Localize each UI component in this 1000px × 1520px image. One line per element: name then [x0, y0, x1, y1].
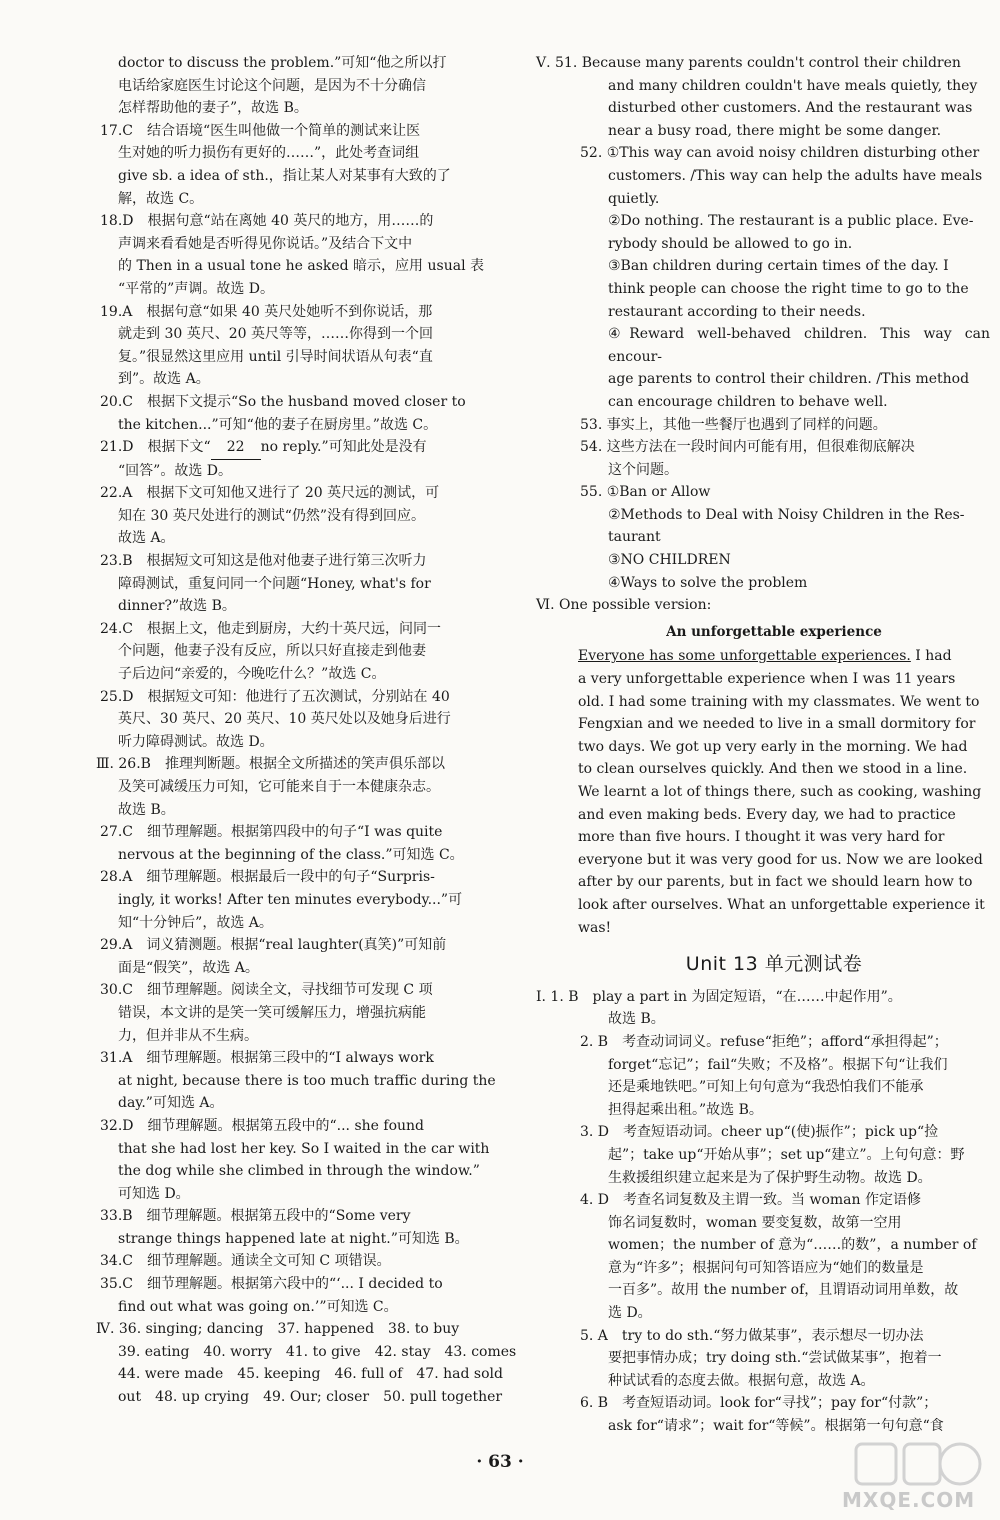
answer-line: quietly.	[608, 190, 660, 207]
answer-line: 34.C 细节理解题。通读全文可知 C 项错误。	[100, 1253, 391, 1270]
answer-line: customers. /This way can help the adults have meals	[608, 167, 983, 184]
answer-line: 35.C 细节理解题。根据第六段中的“‘... I decided to	[100, 1276, 443, 1293]
answer-line: 知在 30 英尺处进行的测试“仍然”没有得到回应。	[118, 507, 426, 524]
answer-line: 复。”很显然这里应用 until 引导时间状语从句表“直	[118, 348, 433, 365]
answer-line: ②Do nothing. The restaurant is a public place. Eve-	[608, 213, 974, 230]
answer-line: ③NO CHILDREN	[608, 552, 731, 569]
essay-line	[578, 645, 990, 668]
answer-text: no reply.”可知此处是没有	[260, 439, 427, 456]
essay-line: was!	[578, 919, 612, 936]
answer-line: that she had lost her key. So I waited in the car with	[118, 1140, 490, 1157]
answer-line: dinner?”故选 B。	[118, 598, 236, 615]
answer-line: 30.C 细节理解题。阅读全文，寻找细节可发现 C 项	[100, 982, 433, 999]
answer-line: 28.A 细节理解题。根据最后一段中的句子“Surpris-	[100, 869, 435, 886]
answer-line: ③Ban children during certain times of the day. I	[608, 258, 949, 275]
answer-line: 怎样帮助他的妻子”，故选 B。	[118, 100, 308, 117]
answer-line: 到”。故选 A。	[118, 371, 210, 388]
answer-line: nervous at the beginning of the class.”可知选 C。	[118, 846, 464, 863]
answer-line: 担得起乘出租。”故选 B。	[608, 1101, 763, 1118]
answer-line: Ⅴ. 51. Because many parents couldn't control their children	[536, 55, 961, 71]
answer-line: 起”；take up“开始从事”；set up“建立”。上句句意：野	[608, 1146, 965, 1163]
answer-line: 电话给家庭医生讨论这个问题，是因为不十分确信	[118, 77, 426, 94]
answer-line: Ⅲ. 26.B 推理判断题。根据全文所描述的笑声俱乐部以	[96, 756, 445, 773]
answer-line: 5. A try to do sth.“努力做某事”，表示想尽一切办法	[580, 1327, 924, 1344]
answer-line: strange things happened late at night.”可知选 B。	[118, 1230, 469, 1247]
answer-line: out 48. up crying 49. Our; closer 50. pull together	[118, 1389, 503, 1406]
page-number: · 63 ·	[476, 1452, 524, 1472]
answer-line	[100, 436, 520, 460]
answer-line: 19.A 根据句意“如果 40 英尺处她听不到你说话，那	[100, 303, 433, 320]
answer-line: Ⅳ. 36. singing; dancing 37. happened 38. to buy	[96, 1321, 460, 1338]
answer-line: 种试试看的态度去做。根据句意，故选 A。	[608, 1372, 875, 1389]
answer-line: 听力障碍测试。故选 D。	[118, 733, 274, 750]
answer-line: 20.C 根据下文提示“So the husband moved closer to	[100, 393, 466, 410]
answer-line: 2. B 考查动词词义。refuse“拒绝”；afford“承担得起”；	[580, 1033, 948, 1050]
unit-title: Unit 13 单元测试卷	[685, 953, 863, 976]
answer-line: ②Methods to Deal with Noisy Children in the Res-	[608, 506, 965, 523]
answer-text: 21.D 根据下文“	[100, 439, 211, 456]
essay-line: look after ourselves. What an unforgettable experience it	[578, 896, 985, 913]
answer-line: 声调来看看她是否听得见你说话。”及结合下文中	[118, 235, 413, 252]
answer-line: “回答”。故选 D。	[118, 462, 232, 479]
answer-line: taurant	[608, 529, 661, 546]
answer-line: 个问题，他妻子没有反应，所以只好直接走到他妻	[118, 643, 426, 660]
answer-line: 生救援组织建立起来是为了保护野生动物。故选 D。	[608, 1169, 932, 1186]
answer-line: think people can choose the right time to go to the	[608, 280, 969, 297]
essay-line: more than five hours. I thought it was very hard for	[578, 829, 945, 846]
answer-line: 可知选 D。	[118, 1185, 190, 1202]
answer-line: 39. eating 40. worry 41. to give 42. stay 43. comes	[118, 1343, 517, 1360]
answer-line: 英尺、30 英尺、20 英尺、10 英尺处以及她身后进行	[118, 711, 451, 728]
essay-text: I had	[910, 648, 952, 665]
answer-line: 29.A 词义猜测题。根据“real laughter(真笑)”可知前	[100, 937, 447, 954]
answer-line: 32.D 细节理解题。根据第五段中的“... she found	[100, 1117, 424, 1134]
answer-line: 选 D。	[608, 1305, 652, 1322]
answer-line: disturbed other customers. And the restaurant was	[608, 100, 973, 117]
left-column	[96, 52, 520, 1409]
answer-line: 18.D 根据句意“站在离她 40 英尺的地方，用……的	[100, 213, 434, 230]
essay-line: old. I had some training with my classmates. We went to	[578, 693, 980, 710]
answer-line: 解，故选 C。	[118, 190, 204, 207]
essay-title: An unforgettable experience	[666, 623, 882, 640]
answer-line: 22.A 根据下文可知他又进行了 20 英尺远的测试，可	[100, 485, 440, 502]
essay-line: and even making beds. Every day, we had to practice	[578, 806, 956, 823]
answer-line: 错误，本文讲的是笑一笑可缓解压力，增强抗病能	[118, 1004, 426, 1021]
essay-line: a very unforgettable experience when I was 11 years	[578, 671, 956, 688]
answer-line: 55. ①Ban or Allow	[580, 484, 711, 501]
answer-line: 故选 A。	[118, 530, 175, 547]
essay-line: to clean ourselves quickly. And then we stood in a line.	[578, 761, 968, 778]
answer-line: 障碍测试，重复问同一个问题“Honey, what's for	[118, 575, 431, 592]
answer-line: 就走到 30 英尺、20 英尺等等，……你得到一个回	[118, 326, 433, 343]
answer-line: ④Ways to solve the problem	[608, 574, 808, 591]
answer-line: 24.C 根据上文，他走到厨房，大约十英尺远，问同一	[100, 620, 441, 637]
answers-section-v-vi	[536, 52, 990, 617]
answer-line: can encourage children to behave well.	[608, 393, 888, 410]
essay-line: everyone but it was very good for us. Now we are looked	[578, 851, 983, 868]
answer-line: 33.B 细节理解题。根据第五段中的“Some very	[100, 1208, 411, 1225]
answer-line: 31.A 细节理解题。根据第三段中的“I always work	[100, 1050, 434, 1067]
answer-line: forget“忘记”；fail“失败；不及格”。根据下句“让我们	[608, 1056, 948, 1073]
essay-line: We learnt a lot of things there, such as cooking, washing	[578, 784, 982, 800]
answer-line: ④Reward well-behaved children. This way can encour-	[608, 326, 990, 365]
answer-line: near a busy road, there might be some danger.	[608, 122, 942, 139]
answer-line: 饰名词复数时，woman 要变复数，故第一空用	[608, 1214, 902, 1231]
answer-line: rybody should be allowed to go in.	[608, 235, 853, 252]
answer-line: ingly, it works! After ten minutes everybody...”可	[118, 891, 463, 908]
answer-line: doctor to discuss the problem.”可知“他之所以打	[118, 55, 447, 71]
answer-line: 知“十分钟后”，故选 A。	[118, 914, 273, 931]
answer-line: 53. 事实上，其他一些餐厅也遇到了同样的问题。	[580, 416, 887, 433]
answer-line: ask for“请求”；wait for“等候”。根据第一句句意“食	[608, 1418, 944, 1435]
answer-line: 这个问题。	[608, 461, 678, 478]
essay	[558, 645, 990, 939]
answer-line: “平常的”声调。故选 D。	[118, 280, 274, 297]
right-column	[536, 52, 990, 1438]
answer-line: day.”可知选 A。	[118, 1095, 224, 1112]
answer-line: women；the number of 意为“……的数”，a number of	[608, 1237, 977, 1254]
blank-number: 22	[211, 436, 261, 460]
answer-line: 23.B 根据短文可知这是他对他妻子进行第三次听力	[100, 553, 427, 570]
answer-line: 52. ①This way can avoid noisy children disturbing other	[580, 145, 980, 162]
essay-line: Fengxian and we needed to live in a small dormitory for	[578, 716, 976, 733]
answer-line: 54. 这些方法在一段时间内可能有用，但很难彻底解决	[580, 439, 915, 456]
answer-line: 要把事情办成；try doing sth.“尝试做某事”，抱着一	[608, 1350, 942, 1367]
answer-line: 3. D 考查短语动词。cheer up“(使)振作”；pick up“捡	[580, 1124, 939, 1141]
answer-line: 25.D 根据短文可知：他进行了五次测试，分别站在 40	[100, 688, 450, 705]
answer-line: 生对她的听力损伤有更好的……”，此处考查词组	[118, 145, 420, 162]
answer-line: 4. D 考查名词复数及主谓一致。当 woman 作定语修	[580, 1192, 921, 1209]
answer-line: at night, because there is too much traffic during the	[118, 1072, 496, 1089]
essay-line: after by our parents, but in fact we should learn how to	[578, 874, 973, 891]
essay-line: two days. We got up very early in the morning. We had	[578, 738, 968, 755]
answer-line: 的 Then in a usual tone he asked 暗示，应用 usual 表	[118, 258, 485, 275]
answer-line: Ⅰ. 1. B play a part in 为固定短语，“在……中起作用”。	[536, 988, 902, 1005]
answer-line: restaurant according to their needs.	[608, 303, 866, 320]
answer-line: 面是“假笑”，故选 A。	[118, 959, 259, 976]
answer-line: 27.C 细节理解题。根据第四段中的句子“I was quite	[100, 824, 443, 841]
essay-topic-sentence: Everyone has some unforgettable experiences.	[578, 648, 911, 665]
answer-line: 意为“许多”；根据问句可知答语应为“她们的数量是	[608, 1259, 924, 1276]
answer-line: and many children couldn't have meals quietly, they	[608, 77, 978, 94]
answer-line: 17.C 结合语境“医生叫他做一个简单的测试来让医	[100, 122, 421, 139]
answer-line: the kitchen...”可知“他的妻子在厨房里。”故选 C。	[118, 416, 438, 433]
watermark-text: MXQE.COM	[842, 1488, 976, 1512]
answer-line: 力，但并非从不生病。	[118, 1027, 258, 1044]
answer-line: 及笑可减缓压力可知，它可能来自于一本健康杂志。	[118, 779, 440, 795]
answer-line: 一百多”。故用 the number of，且谓语动词用单数，故	[608, 1282, 959, 1299]
answer-line: find out what was going on.’”可知选 C。	[118, 1298, 398, 1315]
answer-line: 44. were made 45. keeping 46. full of 47. had sold	[118, 1366, 503, 1383]
answer-line: 6. B 考查短语动词。look for“寻找”；pay for“付款”；	[580, 1395, 938, 1412]
answer-line: the dog while she climbed in through the window.”	[118, 1163, 480, 1180]
answer-line: 故选 B。	[118, 801, 175, 818]
answer-line: give sb. a idea of sth.，指让某人对某事有大致的了	[118, 167, 451, 184]
unit-13-answers	[536, 986, 990, 1438]
answer-line: 故选 B。	[608, 1011, 665, 1028]
answer-line: 子后边问“亲爱的，今晚吃什么？”故选 C。	[118, 666, 386, 683]
answer-line: 还是乘地铁吧。”可知上句句意为“我恐怕我们不能承	[608, 1079, 924, 1096]
answer-line: Ⅵ. One possible version:	[536, 597, 712, 614]
answer-line: age parents to control their children. /This method	[608, 371, 970, 388]
